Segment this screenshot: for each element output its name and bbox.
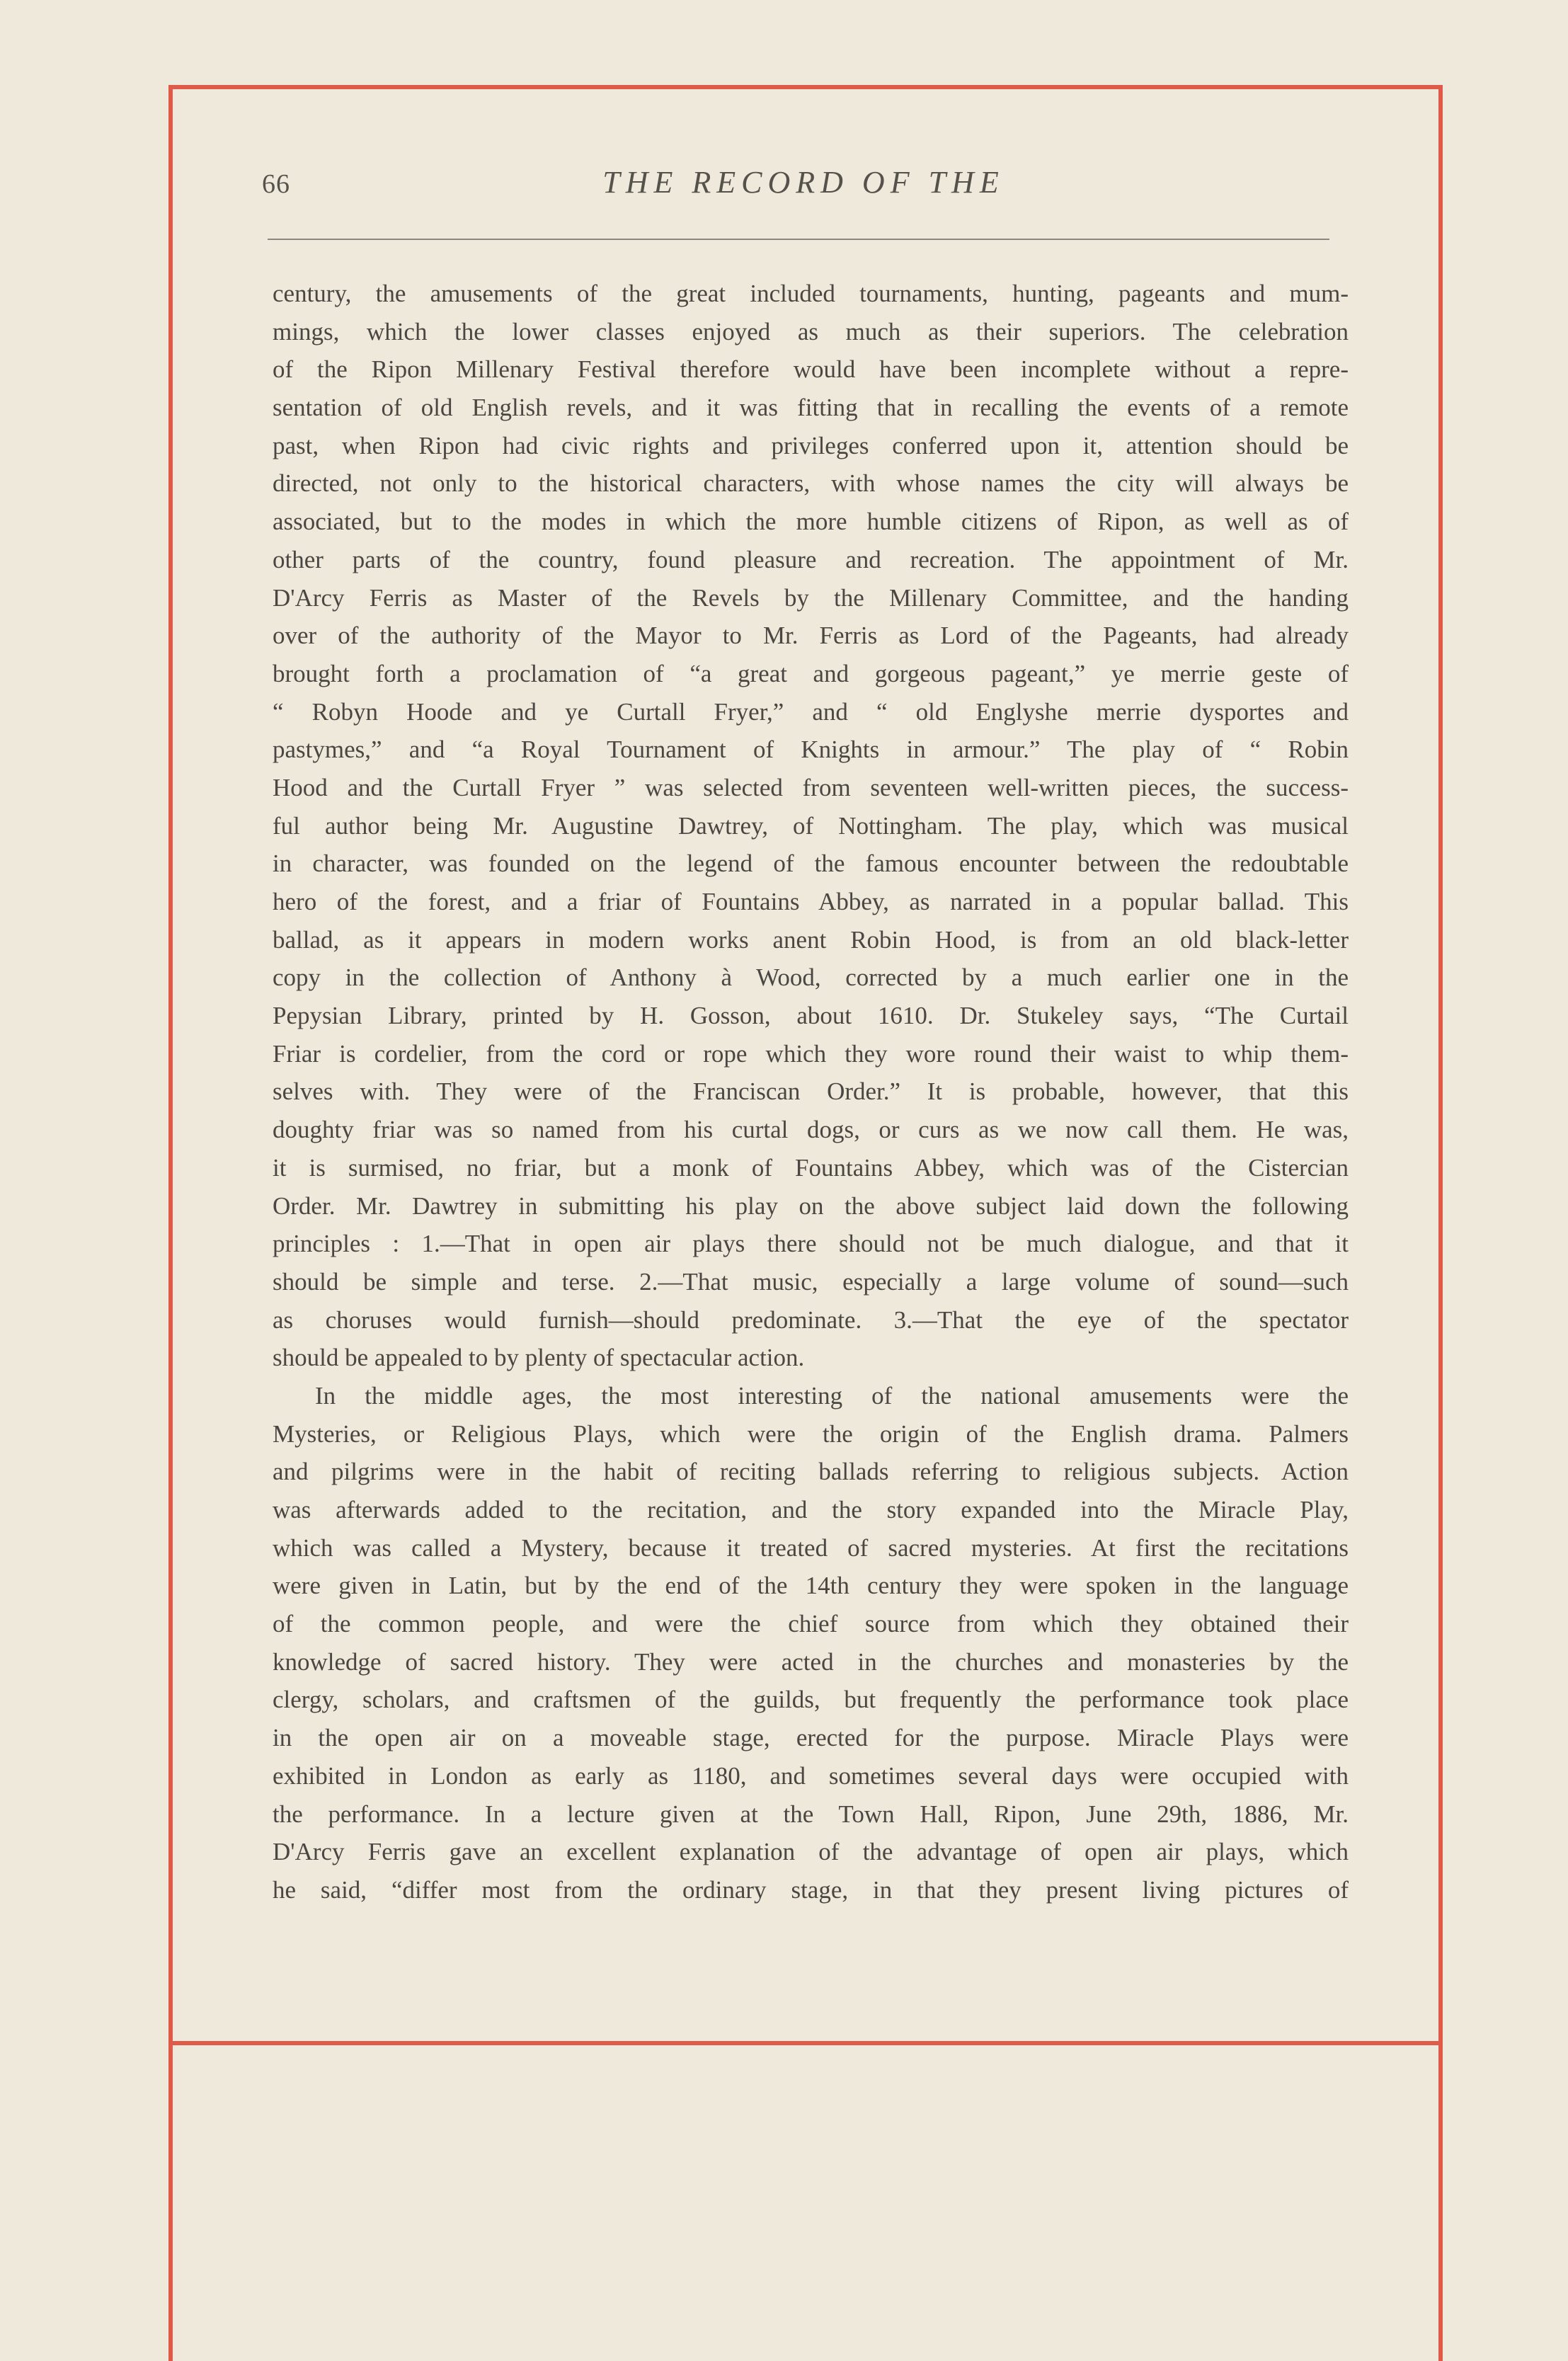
text-line: ballad, as it appears in modern works anent Robin Hood, is from an old black-letter: [273, 925, 1349, 954]
text-line: over of the authority of the Mayor to Mr. Ferris as Lord of the Pageants, had already: [273, 622, 1349, 650]
text-line: principles : 1.—That in open air plays there should not be much dialogue, and that it: [273, 1230, 1349, 1258]
text-line: Hood and the Curtall Fryer ” was selected from seventeen well-written pieces, the success-: [273, 773, 1349, 801]
text-line: sentation of old English revels, and it was fitting that in recalling the events of a remote: [273, 394, 1349, 422]
text-line: past, when Ripon had civic rights and privileges conferred upon it, attention should be: [273, 431, 1349, 459]
text-line: knowledge of sacred history. They were acted in the churches and monasteries by the: [273, 1647, 1349, 1676]
text-line: doughty friar was so named from his curtal dogs, or curs as we now call them. He was,: [273, 1116, 1349, 1144]
text-line: selves with. They were of the Franciscan Order.” It is probable, however, that this: [273, 1077, 1349, 1106]
text-line: it is surmised, no friar, but a monk of Fountains Abbey, which was of the Cistercian: [273, 1153, 1349, 1182]
text-line: mings, which the lower classes enjoyed as much as their superiors. The celebration: [273, 317, 1349, 345]
text-line: ful author being Mr. Augustine Dawtrey, of Nottingham. The play, which was musical: [273, 811, 1349, 840]
text-line: Mysteries, or Religious Plays, which were the origin of the English drama. Palmers: [273, 1419, 1349, 1448]
text-line: associated, but to the modes in which the more humble citizens of Ripon, as well as of: [273, 508, 1349, 536]
text-line: hero of the forest, and a friar of Fountains Abbey, as narrated in a popular ballad. This: [273, 888, 1349, 915]
text-line: as choruses would furnish—should predominate. 3.—That the eye of the spectator: [273, 1305, 1349, 1334]
text-line: were given in Latin, but by the end of the 14th century they were spoken in the language: [273, 1572, 1349, 1600]
running-head: [262, 164, 1345, 214]
body-text: [273, 275, 1349, 1909]
text-line: century, the amusements of the great included tournaments, hunting, pageants and mum-: [273, 280, 1349, 307]
text-line: exhibited in London as early as 1180, and sometimes several days were occupied with: [273, 1761, 1349, 1790]
page-number: 66: [262, 169, 290, 199]
text-line: the performance. In a lecture given at the Town Hall, Ripon, June 29th, 1886, Mr.: [273, 1800, 1349, 1828]
text-line: and pilgrims were in the habit of reciting ballads referring to religious subjects. Action: [273, 1458, 1349, 1486]
text-line: clergy, scholars, and craftsmen of the guilds, but frequently the performance took place: [273, 1686, 1349, 1714]
text-line: brought forth a proclamation of “a great and gorgeous pageant,” ye merrie geste of: [273, 659, 1349, 687]
text-line: Friar is cordelier, from the cord or rope which they wore round their waist to whip them-: [273, 1039, 1349, 1068]
text-line: Order. Mr. Dawtrey in submitting his play on the above subject laid down the following: [273, 1191, 1349, 1220]
text-line: of the common people, and were the chief source from which they obtained their: [273, 1610, 1349, 1638]
text-line: D'Arcy Ferris as Master of the Revels by the Millenary Committee, and the handing: [273, 583, 1349, 612]
text-line: directed, not only to the historical characters, with whose names the city will always be: [273, 469, 1349, 498]
text-line: in character, was founded on the legend of the famous encounter between the redoubtable: [273, 850, 1349, 878]
text-line: other parts of the country, found pleasure and recreation. The appointment of Mr.: [273, 545, 1349, 573]
text-line: should be appealed to by plenty of spectacular action.: [273, 1344, 805, 1372]
text-line: should be simple and terse. 2.—That music, especially a large volume of sound—such: [273, 1267, 1349, 1296]
text-line: of the Ripon Millenary Festival therefore would have been incomplete without a repre-: [273, 355, 1349, 384]
running-title: THE RECORD OF THE: [602, 165, 1005, 200]
header-rule: [268, 239, 1329, 240]
text-line: Pepysian Library, printed by H. Gosson, about 1610. Dr. Stukeley says, “The Curtail: [273, 1002, 1349, 1030]
text-line: “ Robyn Hoode and ye Curtall Fryer,” and “ old Englyshe merrie dysportes and: [273, 697, 1349, 726]
text-line: In the middle ages, the most interesting of the national amusements were the: [315, 1381, 1349, 1410]
red-border-bottom: [168, 2041, 1443, 2045]
text-line: he said, “differ most from the ordinary stage, in that they present living pictures of: [273, 1875, 1349, 1904]
text-line: copy in the collection of Anthony à Wood, corrected by a much earlier one in the: [273, 964, 1349, 992]
text-line: was afterwards added to the recitation, and the story expanded into the Miracle Play,: [273, 1496, 1349, 1523]
text-line: in the open air on a moveable stage, erected for the purpose. Miracle Plays were: [273, 1724, 1349, 1752]
text-line: pastymes,” and “a Royal Tournament of Knights in armour.” The play of “ Robin: [273, 736, 1349, 764]
text-line: D'Arcy Ferris gave an excellent explanation of the advantage of open air plays, which: [273, 1838, 1349, 1866]
text-line: which was called a Mystery, because it treated of sacred mysteries. At first the recitations: [273, 1533, 1349, 1562]
